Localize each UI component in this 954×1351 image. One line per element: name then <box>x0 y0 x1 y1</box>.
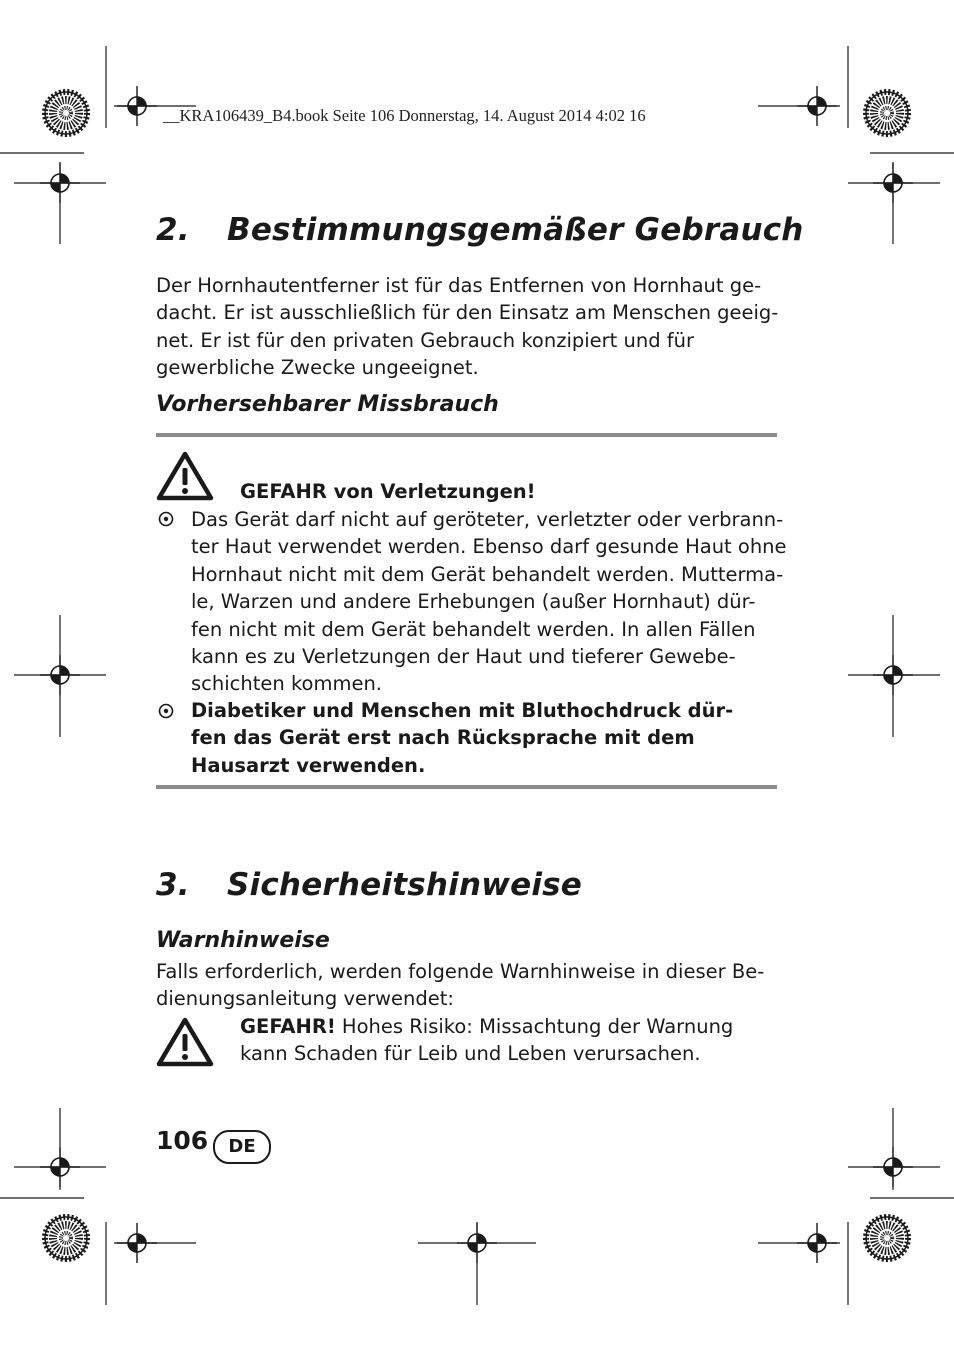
print-file-info: __KRA106439_B4.book Seite 106 Donnerstag, 14. August 2014 4:02 16 <box>163 106 646 125</box>
divider-bottom <box>156 785 777 789</box>
text-line: Falls erforderlich, werden folgende Warnhinweise in dieser Be- <box>156 960 765 983</box>
section-2-number: 2. <box>156 212 190 248</box>
warning-triangle-icon <box>156 451 214 501</box>
text-line: kann es zu Verletzungen der Haut und tieferer Gewebe- <box>191 645 736 669</box>
section-2-heading <box>156 212 804 248</box>
bullet-item-skin <box>191 506 791 698</box>
bullet-item-diabetes <box>191 697 791 779</box>
text-line: schichten kommen. <box>191 672 383 696</box>
text-line: Hornhaut nicht mit dem Gerät behandelt werden. Mutterma- <box>191 562 784 586</box>
text-line: gewerbliche Zwecke ungeeignet. <box>156 356 479 380</box>
section-2-title: Bestimmungsgemäßer Gebrauch <box>227 212 804 248</box>
page-number: 106 <box>156 1126 209 1155</box>
subheading-warnings: Warnhinweise <box>156 928 330 953</box>
circled-dot-bullet-icon <box>157 510 175 528</box>
subheading-misuse: Vorhersehbarer Missbrauch <box>156 392 499 417</box>
section-2-intro <box>156 272 781 382</box>
text-line: fen nicht mit dem Gerät behandelt werden. In allen Fällen <box>191 617 756 641</box>
warning-label: GEFAHR von Verletzungen! <box>240 480 536 503</box>
section-3-intro <box>156 958 781 1013</box>
warning-triangle-icon <box>156 1017 214 1067</box>
text-line: net. Er ist für den privaten Gebrauch konzipiert und für <box>156 328 695 352</box>
text-line: Der Hornhautentferner ist für das Entfernen von Hornhaut ge- <box>156 274 762 297</box>
text-line: Diabetiker und Menschen mit Bluthochdruck dür- <box>191 699 734 722</box>
divider-top <box>156 433 777 437</box>
text-line: le, Warzen und andere Erhebungen (außer Hornhaut) dür- <box>191 590 756 614</box>
gefahr-label: GEFAHR! <box>240 1015 336 1038</box>
section-3-number: 3. <box>156 867 190 903</box>
section-3-heading <box>156 867 582 903</box>
section-3-title: Sicherheitshinweise <box>227 867 583 903</box>
gefahr-definition <box>240 1013 733 1068</box>
language-badge: DE <box>213 1130 271 1164</box>
gefahr-text-line-2: kann Schaden für Leib und Leben verursachen. <box>240 1042 701 1066</box>
circled-dot-bullet-icon <box>157 702 175 720</box>
text-line: dacht. Er ist ausschließlich für den Einsatz am Menschen geeig- <box>156 301 779 325</box>
text-line: ter Haut verwendet werden. Ebenso darf gesunde Haut ohne <box>191 535 787 559</box>
text-line: Hausarzt verwenden. <box>191 753 426 777</box>
text-line: fen das Gerät erst nach Rücksprache mit dem <box>191 726 695 750</box>
text-line: dienungsanleitung verwendet: <box>156 987 454 1011</box>
gefahr-text-line-1: Hohes Risiko: Missachtung der Warnung <box>335 1015 734 1038</box>
text-line: Das Gerät darf nicht auf geröteter, verletzter oder verbrann- <box>191 508 784 531</box>
